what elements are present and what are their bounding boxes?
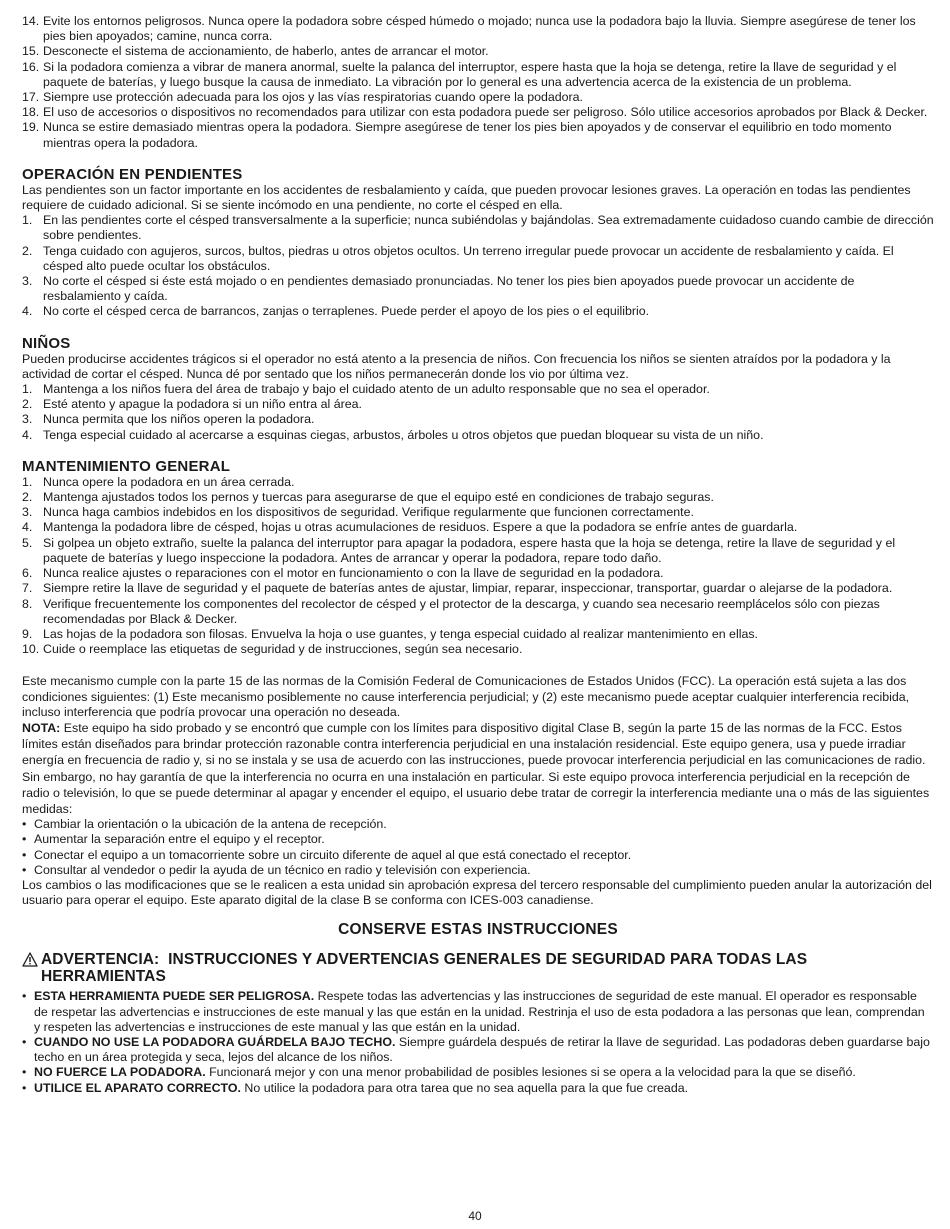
list-item: 4. Tenga especial cuidado al acercarse a esquinas ciegas, arbustos, árboles u otros objetos que puedan bloquear su vista de un niño. [22, 427, 764, 442]
list-item: 16. Si la podadora comienza a vibrar de manera anormal, suelte la palanca del interruptor, espere hasta que la hoja se detenga, retire la llave de seguridad y el paquete de baterías, y luego busque la causa de inmediato. La vibración por lo general es una advertencia acerca de la existencia de un problema. [22, 59, 897, 89]
list-item: 10. Cuide o reemplace las etiquetas de seguridad y de instrucciones, según sea necesario. [22, 642, 523, 657]
list-item: 18. El uso de accesorios o dispositivos no recomendados para utilizar con esta podadora puede ser peligroso. Sólo utilice accesorios aprobados por Black & Decker. [22, 105, 928, 120]
warning-heading-text: ADVERTENCIA: INSTRUCCIONES Y ADVERTENCIAS GENERALES DE SEGURIDAD PARA TODAS LAS HERRAMIENTAS [41, 951, 812, 986]
list-item: 15. Desconecte el sistema de accionamiento, de haberlo, antes de arrancar el motor. [22, 44, 489, 59]
list-item: 2. Tenga cuidado con agujeros, surcos, bultos, piedras u otros objetos ocultos. Un terreno irregular puede provocar un accidente de resbalamiento y caída. El césped alto puede ocultar los obstáculos. [22, 243, 894, 273]
list-item: 4. No corte el césped cerca de barrancos, zanjas o terraplenes. Puede perder el apoyo de los pies o el equilibrio. [22, 304, 650, 319]
list-item: 2. Esté atento y apague la podadora si un niño entra al área. [22, 397, 362, 412]
fcc-note-paragraph [22, 720, 934, 817]
slopes-list [22, 213, 934, 319]
list-item: 2. Mantenga ajustados todos los pernos y tuercas para asegurarse de que el equipo esté en condiciones de trabajo seguras. [22, 490, 714, 505]
conserve-instructions-heading: CONSERVE ESTAS INSTRUCCIONES [338, 921, 618, 939]
slopes-intro: Las pendientes son un factor importante en los accidentes de resbalamiento y caída, que pueden provocar lesiones graves. La operación en todas las pendientes requiere de cuidado adicional. Si se siente incómodo en una pendiente, no corte el césped en ella. [22, 182, 911, 213]
list-item: 3. Nunca permita que los niños operen la podadora. [22, 412, 315, 427]
list-item: 19. Nunca se estire demasiado mientras opera la podadora. Siempre asegúrese de tener los pies bien apoyados y de conservar el equilibrio en todo momento mientras opera la podadora. [22, 120, 892, 150]
list-item: 4. Mantenga la podadora libre de césped, hojas u otras acumulaciones de residuos. Espere a que la podadora se enfríe antes de guardarla. [22, 520, 798, 535]
section-heading-slopes: OPERACIÓN EN PENDIENTES [22, 165, 243, 183]
list-item: • CUANDO NO USE LA PODADORA GUÁRDELA BAJO TECHO. Siempre guárdela después de retirar la llave de seguridad. Las podadoras deben guardarse bajo techo en un área protegida y seca, lejos del alcance de los niños. [22, 1035, 934, 1065]
list-item: 1. Nunca opere la podadora en un área cerrada. [22, 474, 295, 489]
warning-heading [22, 951, 934, 985]
fcc-compliance-paragraph: Este mecanismo cumple con la parte 15 de las normas de la Comisión Federal de Comunicaciones de Estados Unidos (FCC). La operación está sujeta a las dos condiciones siguientes: (1) Este mecanismo posiblemente no cause interferencia perjudicial; y (2) este mecanismo puede aceptar cualquier interferencia recibida, incluso interferencia que podría provocar una operación no deseada. [22, 674, 910, 719]
list-item: • Aumentar la separación entre el equipo y el receptor. [22, 832, 934, 847]
list-item: • UTILICE EL APARATO CORRECTO. No utilice la podadora para otra tarea que no sea aquella para la que fue creada. [22, 1081, 934, 1096]
list-item: 8. Verifique frecuentemente los componentes del recolector de césped y el protector de la descarga, y cuando sea necesario reemplácelos sólo con piezas recomendadas por Black & Decker. [22, 596, 880, 626]
section-heading-children: NIÑOS [22, 334, 71, 352]
list-item: 1. Mantenga a los niños fuera del área de trabajo y bajo el cuidado atento de un adulto responsable que no sea el operador. [22, 382, 710, 397]
list-item: 14. Evite los entornos peligrosos. Nunca opere la podadora sobre césped húmedo o mojado; nunca use la podadora bajo la lluvia. Siempre asegúrese de tener los pies bien apoyados; camine, nunca corra. [22, 14, 916, 44]
note-label: NOTA: [22, 720, 61, 735]
fcc-measures-list [22, 817, 934, 878]
warning-triangle-icon [22, 952, 38, 967]
children-list [22, 382, 934, 443]
list-item: • ESTA HERRAMIENTA PUEDE SER PELIGROSA. Respete todas las advertencias y las instrucciones de seguridad de este manual. El operador es responsable de respetar las advertencias e instrucciones de este manual y las que están en la unidad. Restrinja el uso de esta podadora a las personas que lean, comprendan y respeten las advertencias e instrucciones de este manual y las que están en la unidad. [22, 989, 934, 1035]
list-item: 6. Nunca realice ajustes o reparaciones con el motor en funcionamiento o con la llave de seguridad en la podadora. [22, 566, 664, 581]
list-item: 3. No corte el césped si éste está mojado o en pendientes demasiado pronunciadas. No tener los pies bien apoyados puede provocar un accidente de resbalamiento y caída. [22, 274, 855, 304]
list-item: • NO FUERCE LA PODADORA. Funcionará mejor y con una menor probabilidad de posibles lesiones si se opera a la velocidad para la que se diseñó. [22, 1065, 934, 1080]
page-number: 40 [468, 1209, 482, 1223]
children-intro: Pueden producirse accidentes trágicos si el operador no está atento a la presencia de niños. Con frecuencia los niños se sienten atraídos por la podadora y la actividad de cortar el césped. Nunca dé por sentado que los niños permanecerán donde los vio por última vez. [22, 351, 891, 381]
section-heading-maintenance: MANTENIMIENTO GENERAL [22, 457, 231, 475]
note-text: Este equipo ha sido probado y se encontró que cumple con los límites para dispositivo digital Clase B, según la parte 15 de las normas de la FCC. Estos límites están diseñados para brindar protección razonable contra interferencia perjudicial en una instalación residencial. Este equipo genera, usa y puede irradiar energía en frecuencia de radio y, si no se instala y se usa de acuerdo con las instrucciones, puede provocar interferencia perjudicial en las comunicaciones de radio. Sin embargo, no hay garantía de que la interferencia no ocurra en una instalación en particular. Si este equipo provoca interferencia perjudicial en la recepción de radio o televisión, lo que se puede determinar al apagar y encender el equipo, el usuario debe tratar de corregir la interferencia mediante una o más de las siguientes medidas: [22, 720, 930, 816]
fcc-modifications-paragraph: Los cambios o las modificaciones que se le realicen a esta unidad sin aprobación expresa del tercero responsable del cumplimiento pueden anular la autorización del usuario para operar el equipo. Este aparato digital de la clase B se conforma con ICES-003 canadiense. [22, 877, 932, 908]
list-item: 9. Las hojas de la podadora son filosas. Envuelva la hoja o use guantes, y tenga especial cuidado al realizar mantenimiento en ellas. [22, 626, 758, 641]
list-item: • Conectar el equipo a un tomacorriente sobre un circuito diferente de aquel al que está conectado el receptor. [22, 848, 934, 863]
list-item: 1. En las pendientes corte el césped transversalmente a la superficie; nunca subiéndolas y bajándolas. Sea extremadamente cuidadoso cuando cambie de dirección sobre pendientes. [22, 213, 934, 243]
list-item: 17. Siempre use protección adecuada para los ojos y las vías respiratorias cuando opere la podadora. [22, 90, 584, 105]
manual-page [22, 14, 934, 1096]
list-item: 5. Si golpea un objeto extraño, suelte la palanca del interruptor para apagar la podadora, espere hasta que la hoja se detenga, retire la llave de seguridad y el paquete de baterías y luego inspeccione la podadora. Antes de arrancar y operar la podadora, repare todo daño. [22, 535, 896, 565]
warning-list [22, 989, 934, 1095]
maintenance-list [22, 475, 934, 657]
safety-list-continued [22, 14, 934, 151]
list-item: 7. Siempre retire la llave de seguridad y el paquete de baterías antes de ajustar, limpiar, reparar, inspeccionar, transportar, guardar o alejarse de la podadora. [22, 581, 893, 596]
list-item: • Cambiar la orientación o la ubicación de la antena de recepción. [22, 817, 934, 832]
list-item: • Consultar al vendedor o pedir la ayuda de un técnico en radio y televisión con experiencia. [22, 863, 934, 878]
list-item: 3. Nunca haga cambios indebidos en los dispositivos de seguridad. Verifique regularmente que funcionen correctamente. [22, 505, 694, 520]
